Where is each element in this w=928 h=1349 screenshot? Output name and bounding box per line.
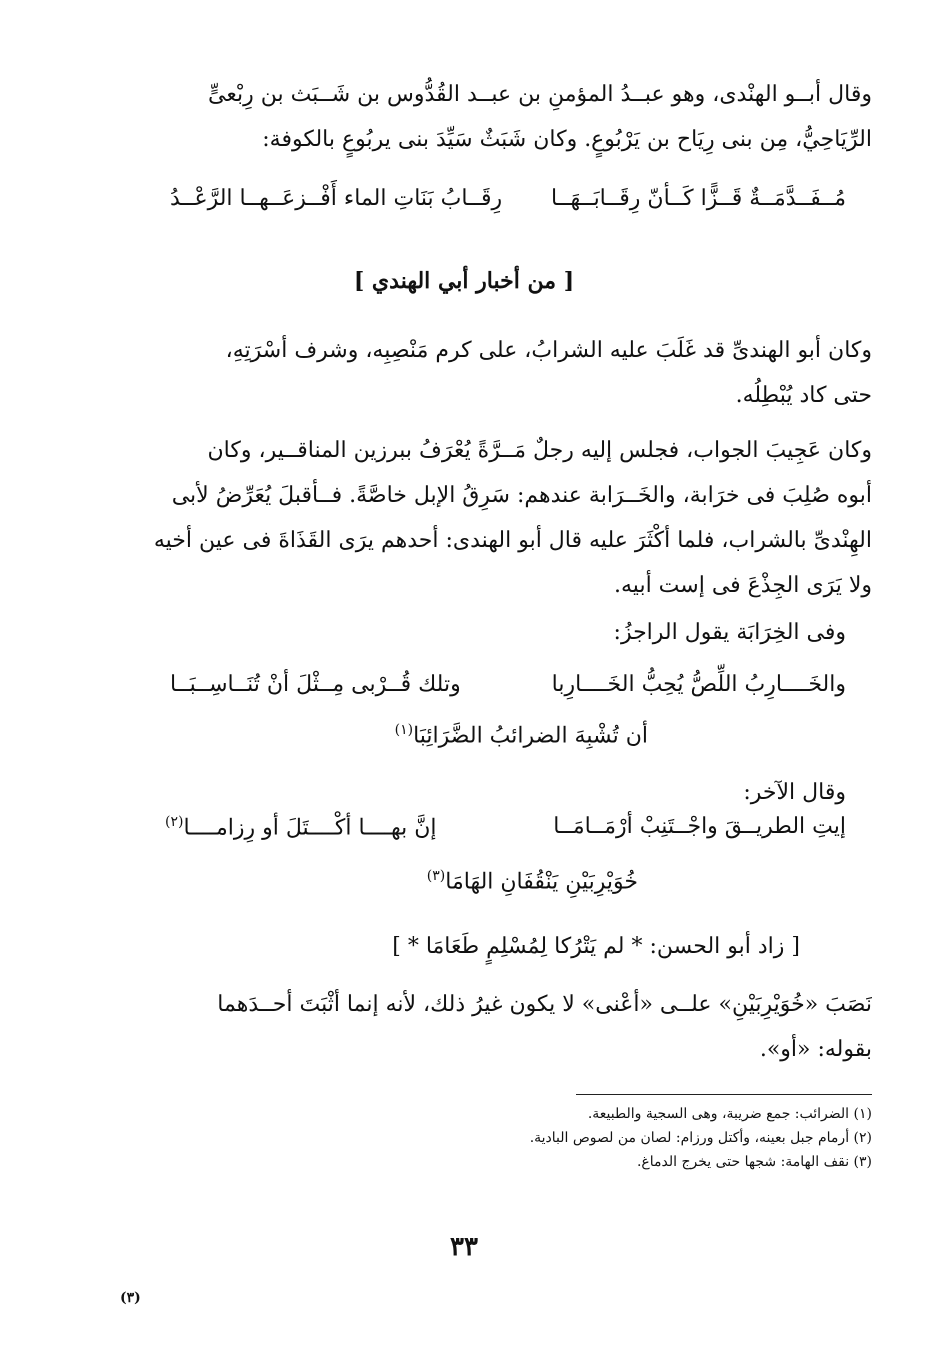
footnote-ref: (٣) <box>426 868 446 884</box>
verse-hemistich-right: إيتِ الطريــقَ واجْــتَنِبْ أرْمَــامَــا <box>553 814 846 839</box>
text-line: أبوه صُلِبَ فى خرَابة، والخَــرَابة عندهم: سَرِقُ الإبل خاصَّةً. فــأقبلَ يُعَرِّضُ لأبى <box>171 483 872 508</box>
footnote-item: (٣) نقف الهامة: شجها حتى يخرج الدماغ. <box>636 1154 872 1170</box>
verse-hemistich-right: والخَــــارِبُ اللِّصُّ يُحِبُّ الخَــــارِبا <box>551 672 846 697</box>
text-line: وكان أبو الهندىِّ قد غَلَبَ عليه الشرابُ، على كرم مَنْصِبِه، وشرف أسْرَتِهِ، <box>225 338 872 363</box>
text-line: الهِنْدىِّ بالشراب، فلما أكْثَرَ عليه قال أبو الهندى: أحدهم يرَى القَذَاةَ فى عين أخيه <box>153 528 872 553</box>
akhar-intro: وقال الآخر: <box>743 780 846 805</box>
verse-hemistich-left <box>165 814 437 840</box>
verse-text: خُوَيْرِبَيْنِ يَنْقُفَانِ الهَامَا <box>445 869 638 895</box>
footnotes <box>112 1102 872 1174</box>
verse-center-line <box>395 722 648 748</box>
verse-hemistich-left: رِقَــابُ بَنَاتِ الماء أَفْــزعَــهــا الرَّعْــدُ <box>170 186 503 211</box>
section-heading: [ من أخبار أبي الهندي ] <box>353 268 575 294</box>
verse-text: أن تُشْبِهَ الضرائبُ الضَّرَائِبَا <box>413 723 648 749</box>
bracketed-addition: [ زاد أبو الحسن: * لم يَتْرُكا لِمُسْلِمٍ طَعَامَا * ] <box>392 934 800 959</box>
text-line: ولا يَرَى الجِذْعَ فى إست أبيه. <box>614 573 872 598</box>
text-line: بقوله: «أو». <box>759 1037 872 1062</box>
text-line: الرِّيَاحِيُّ، مِن بنى رِيَاح بن يَرْبُوعٍ. وكان شَبَثٌ سَيِّدَ بنى يربُوعٍ بالكوفة: <box>262 127 872 152</box>
footnote-ref: (١) <box>394 722 414 738</box>
text-line: نَصَبَ «خُوَيْرِبَيْنِ» علــى «أعْنى» لا يكون غيرُ ذلك، لأنه إنما أثْبَتَ أحــدَهما <box>217 992 872 1017</box>
footnote-item: (١) الضرائب: جمع ضريبة، وهى السجية والطبيعة. <box>587 1106 872 1122</box>
page-number: ٣٣ <box>450 1232 478 1262</box>
paragraph-grammar <box>132 982 872 1072</box>
verse-hemistich-left: وتلك قُــرْبى مِــثْلَ أنْ تُنَــاسِــبَــا <box>170 672 461 697</box>
text-line: حتى كاد يُبْطِلُه. <box>735 383 872 408</box>
paragraph-drink <box>132 328 872 418</box>
footnote-divider <box>576 1094 872 1095</box>
footnote-item: (٢) أرمام جبل بعينه، وأكتل ورزام: لصان من لصوص البادية. <box>529 1130 872 1146</box>
signature-mark: (٣) <box>120 1290 141 1306</box>
footnote-ref: (٢) <box>165 814 184 830</box>
paragraph-answer <box>132 428 872 608</box>
verse-hemistich-right: مُــفَــدَّمَــةٌ قَــزًّا كَــأنّ رِقَــابَــهَــا <box>550 186 846 211</box>
text-line: وقال أبــو الهنْدى، وهو عبــدُ المؤمنِ بن عبــد القُدُّوس بن شَــبَث بن رِبْعىٍّ <box>208 82 872 107</box>
verse-center-line <box>427 868 638 894</box>
paragraph-intro <box>132 72 872 162</box>
rajiz-intro: وفى الخِرَابَة يقول الراجزُ: <box>613 620 846 645</box>
verse-text: إنَّ بهــــا أكْــــتَلَ أو رِزامــــا <box>183 815 437 841</box>
text-line: وكان عَجِيبَ الجواب، فجلس إليه رجلٌ مَــرَّةً يُعْرَفُ ببرزين المناقــير، وكان <box>207 438 872 463</box>
